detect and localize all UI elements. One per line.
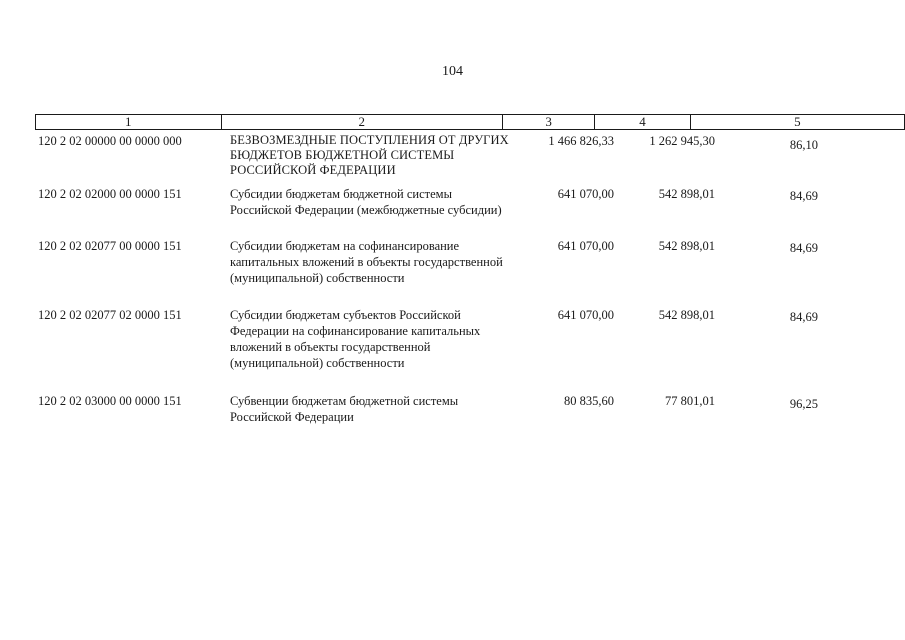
value-column-4: 77 801,01	[665, 394, 715, 408]
budget-item-name: Субвенции бюджетам бюджетной системы Российской Федерации	[230, 394, 459, 424]
budget-item-name: БЕЗВОЗМЕЗДНЫЕ ПОСТУПЛЕНИЯ ОТ ДРУГИХ БЮДЖЕТОВ БЮДЖЕТНОЙ СИСТЕМЫ РОССИЙСКОЙ ФЕДЕРАЦИИ	[230, 133, 509, 177]
value-column-4: 542 898,01	[658, 187, 715, 201]
budget-code: 120 2 02 02077 02 0000 151	[38, 308, 182, 322]
column-header-3: 3	[502, 115, 594, 130]
value-column-5: 84,69	[789, 189, 818, 203]
value-column-3: 80 835,60	[564, 394, 614, 408]
column-header-row	[36, 115, 905, 130]
value-column-4: 542 898,01	[658, 308, 715, 322]
budget-code: 120 2 02 03000 00 0000 151	[38, 394, 182, 408]
value-column-5: 84,69	[789, 241, 818, 255]
value-column-3: 641 070,00	[557, 308, 614, 322]
value-column-3: 1 466 826,33	[548, 134, 614, 148]
budget-item-name: Субсидии бюджетам на софинансирование капитальных вложений в объекты государственной (муниципальной) собственности	[230, 239, 503, 285]
value-column-5: 96,25	[789, 397, 818, 411]
budget-item-name: Субсидии бюджетам субъектов Российской Федерации на софинансирование капитальных вложений в объекты государственной (муниципальной) собственности	[230, 308, 481, 370]
value-column-4: 1 262 945,30	[649, 134, 715, 148]
budget-item-name: Субсидии бюджетам бюджетной системы Российской Федерации (межбюджетные субсидии)	[230, 187, 502, 217]
budget-code: 120 2 02 02077 00 0000 151	[38, 239, 182, 253]
value-column-5: 84,69	[789, 310, 818, 324]
column-header-table	[35, 114, 905, 130]
column-header-1: 1	[36, 115, 222, 130]
value-column-5: 86,10	[789, 138, 818, 152]
budget-code: 120 2 02 00000 00 0000 000	[38, 134, 182, 148]
value-column-4: 542 898,01	[658, 239, 715, 253]
value-column-3: 641 070,00	[557, 187, 614, 201]
column-header-2: 2	[221, 115, 502, 130]
column-header-4: 4	[595, 115, 690, 130]
budget-code: 120 2 02 02000 00 0000 151	[38, 187, 182, 201]
column-header-5: 5	[690, 115, 904, 130]
value-column-3: 641 070,00	[557, 239, 614, 253]
page-number: 104	[442, 64, 463, 79]
